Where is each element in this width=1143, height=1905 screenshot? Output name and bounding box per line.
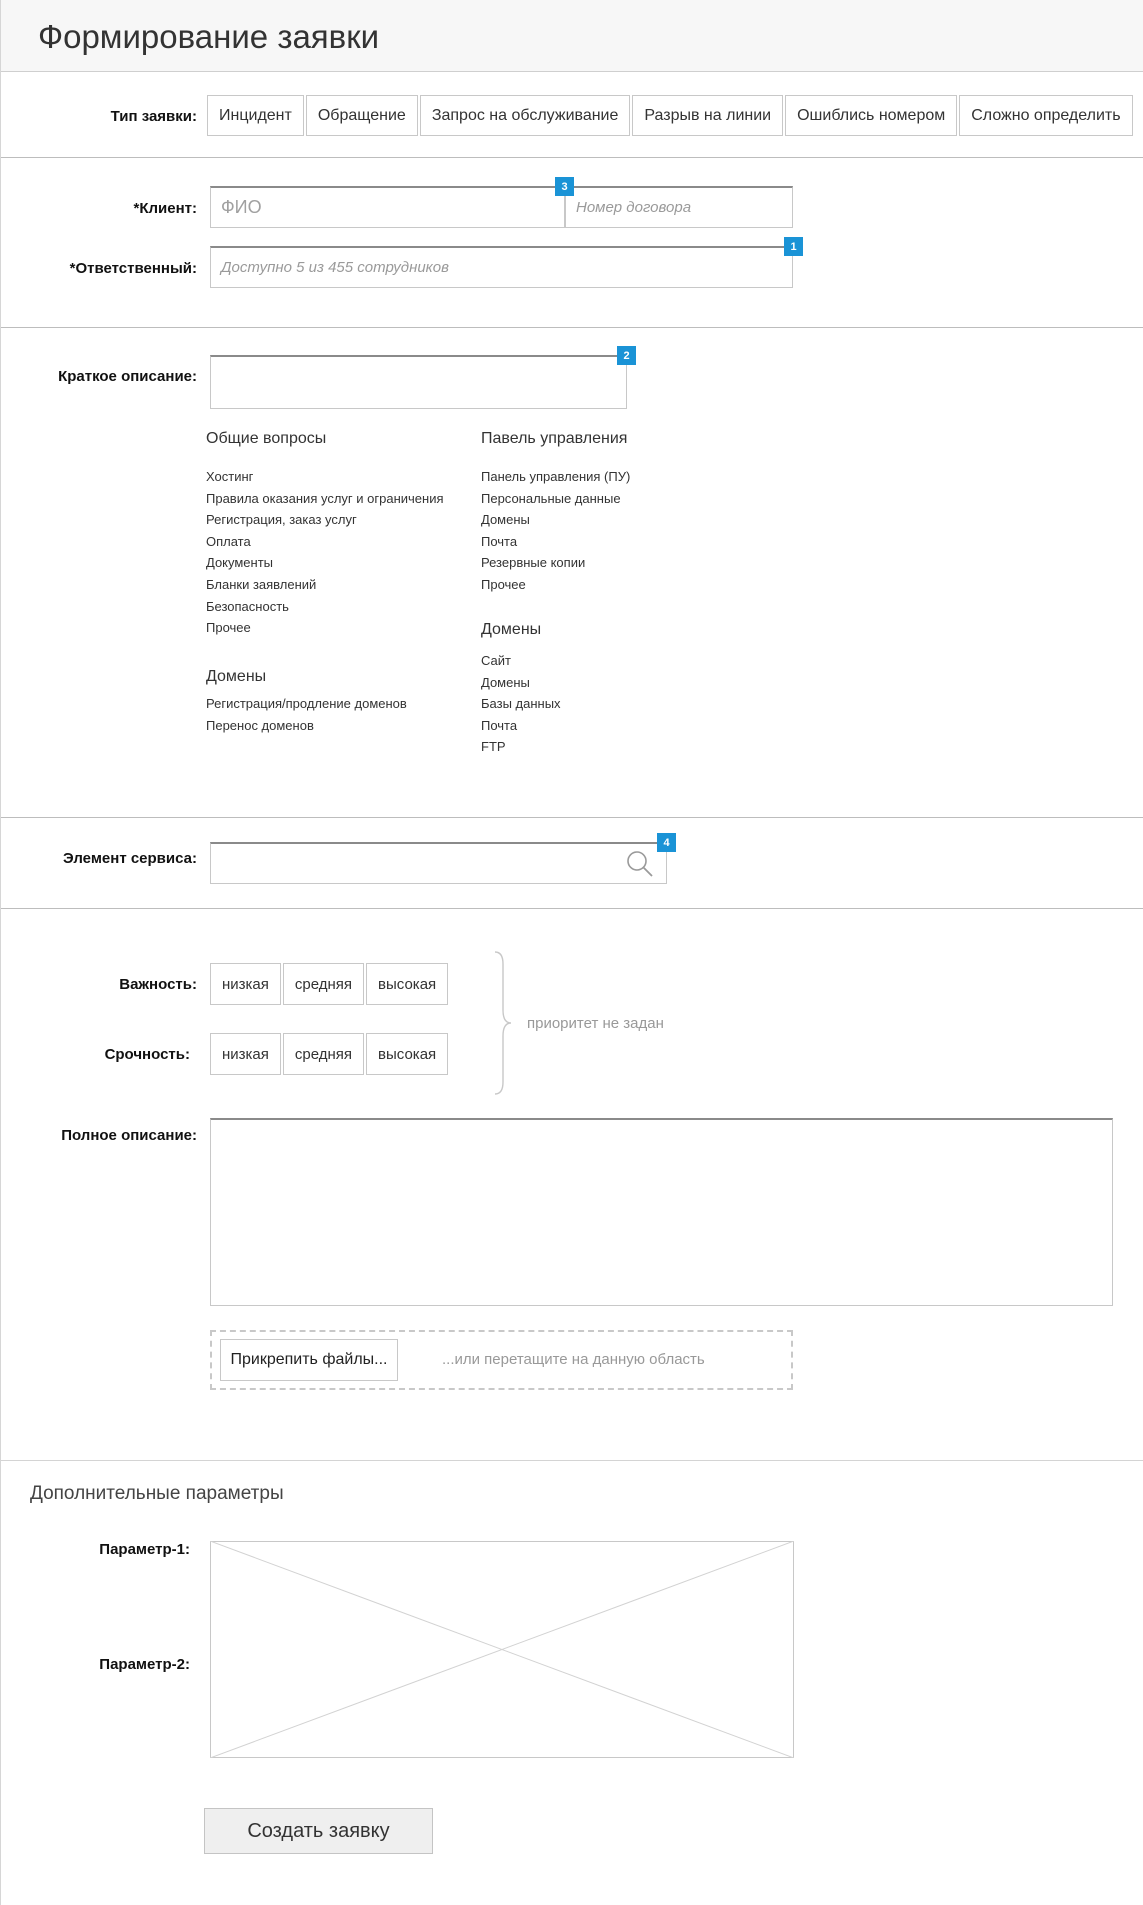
category-item[interactable]: Почта <box>481 717 518 733</box>
brace-decoration <box>491 950 519 1096</box>
category-title-domains-left: Домены <box>206 668 267 685</box>
divider <box>1 908 1143 909</box>
category-item[interactable]: Базы данных <box>481 696 561 712</box>
importance-option-medium[interactable]: средняя <box>283 963 364 1005</box>
divider <box>1 1460 1143 1461</box>
extra-params-title: Дополнительные параметры <box>30 1483 284 1504</box>
category-item[interactable]: Почта <box>481 533 518 549</box>
importance-selector <box>210 963 450 1005</box>
divider <box>1 817 1143 818</box>
attach-files-button[interactable]: Прикрепить файлы... <box>220 1339 398 1381</box>
client-name-input[interactable] <box>210 186 565 228</box>
category-title-general: Общие вопросы <box>206 430 327 447</box>
importance-option-high[interactable]: высокая <box>366 963 448 1005</box>
service-element-label: Элемент сервиса: <box>63 850 197 867</box>
category-title-domains-right: Домены <box>481 621 542 638</box>
category-item[interactable]: Домены <box>481 512 530 528</box>
category-item[interactable]: Персональные данные <box>481 490 621 506</box>
full-description-textarea[interactable] <box>210 1118 1113 1306</box>
request-type-option-wrong-number[interactable]: Ошиблись номером <box>785 95 957 136</box>
request-type-option-appeal[interactable]: Обращение <box>306 95 418 136</box>
param1-label: Параметр-1: <box>99 1541 190 1558</box>
importance-option-low[interactable]: низкая <box>210 963 281 1005</box>
category-item[interactable]: Прочее <box>481 576 526 592</box>
urgency-label: Срочность: <box>104 1046 190 1063</box>
request-type-option-service-request[interactable]: Запрос на обслуживание <box>420 95 631 136</box>
urgency-selector <box>210 1033 450 1075</box>
param2-label: Параметр-2: <box>99 1656 190 1673</box>
category-item[interactable]: Безопасность <box>206 598 289 614</box>
short-description-input[interactable] <box>210 355 627 409</box>
category-item[interactable]: Сайт <box>481 653 511 668</box>
request-type-label: Тип заявки: <box>110 108 197 125</box>
category-item[interactable]: Документы <box>206 555 274 571</box>
category-list-control-panel <box>481 466 630 596</box>
category-item[interactable]: Оплата <box>206 533 251 549</box>
drop-hint: ...или перетащите на данную область <box>442 1351 705 1368</box>
divider <box>1 157 1143 158</box>
service-element-search-input[interactable] <box>210 842 667 884</box>
importance-label: Важность: <box>119 976 197 993</box>
contract-number-input[interactable] <box>565 186 793 228</box>
page-header <box>1 0 1143 72</box>
request-type-selector <box>207 95 1135 136</box>
urgency-option-low[interactable]: низкая <box>210 1033 281 1075</box>
divider <box>1 327 1143 328</box>
category-item[interactable]: Бланки заявлений <box>206 576 317 592</box>
responsible-label: *Ответственный: <box>69 260 197 277</box>
full-description-label: Полное описание: <box>61 1127 197 1144</box>
category-item[interactable]: FTP <box>481 739 506 755</box>
badge-4: 4 <box>657 833 676 852</box>
category-list-general <box>206 466 444 639</box>
category-item[interactable]: Перенос доменов <box>206 717 314 733</box>
category-item[interactable]: Хостинг <box>206 469 254 484</box>
urgency-option-high[interactable]: высокая <box>366 1033 448 1075</box>
placeholder-image <box>210 1541 794 1758</box>
category-title-control-panel: Павель управления <box>481 430 628 447</box>
badge-2: 2 <box>617 346 636 365</box>
badge-3: 3 <box>555 177 574 196</box>
category-list-domains-right <box>481 650 561 758</box>
create-request-button[interactable]: Создать заявку <box>204 1808 433 1854</box>
client-label: *Клиент: <box>133 200 197 217</box>
category-item[interactable]: Панель управления (ПУ) <box>481 469 631 484</box>
contract-number-placeholder: Номер договора <box>576 199 692 216</box>
responsible-input[interactable] <box>210 246 793 288</box>
category-item[interactable]: Прочее <box>206 620 251 636</box>
client-name-placeholder: ФИО <box>221 197 262 217</box>
urgency-option-medium[interactable]: средняя <box>283 1033 364 1075</box>
category-list-domains-left <box>206 693 407 736</box>
request-type-option-incident[interactable]: Инцидент <box>207 95 304 136</box>
category-item[interactable]: Резервные копии <box>481 555 586 571</box>
category-item[interactable]: Домены <box>481 674 530 690</box>
category-item[interactable]: Правила оказания услуг и ограничения <box>206 490 444 506</box>
category-item[interactable]: Регистрация, заказ услуг <box>206 512 357 528</box>
short-description-label: Краткое описание: <box>58 368 197 385</box>
search-icon[interactable] <box>625 849 655 879</box>
page-title: Формирование заявки <box>38 18 380 55</box>
badge-1: 1 <box>784 237 803 256</box>
responsible-placeholder: Доступно 5 из 455 сотрудников <box>221 259 449 276</box>
request-type-option-hard-to-define[interactable]: Сложно определить <box>959 95 1132 136</box>
request-type-option-line-break[interactable]: Разрыв на линии <box>632 95 783 136</box>
category-item[interactable]: Регистрация/продление доменов <box>206 696 407 711</box>
priority-note: приоритет не задан <box>527 1015 664 1032</box>
